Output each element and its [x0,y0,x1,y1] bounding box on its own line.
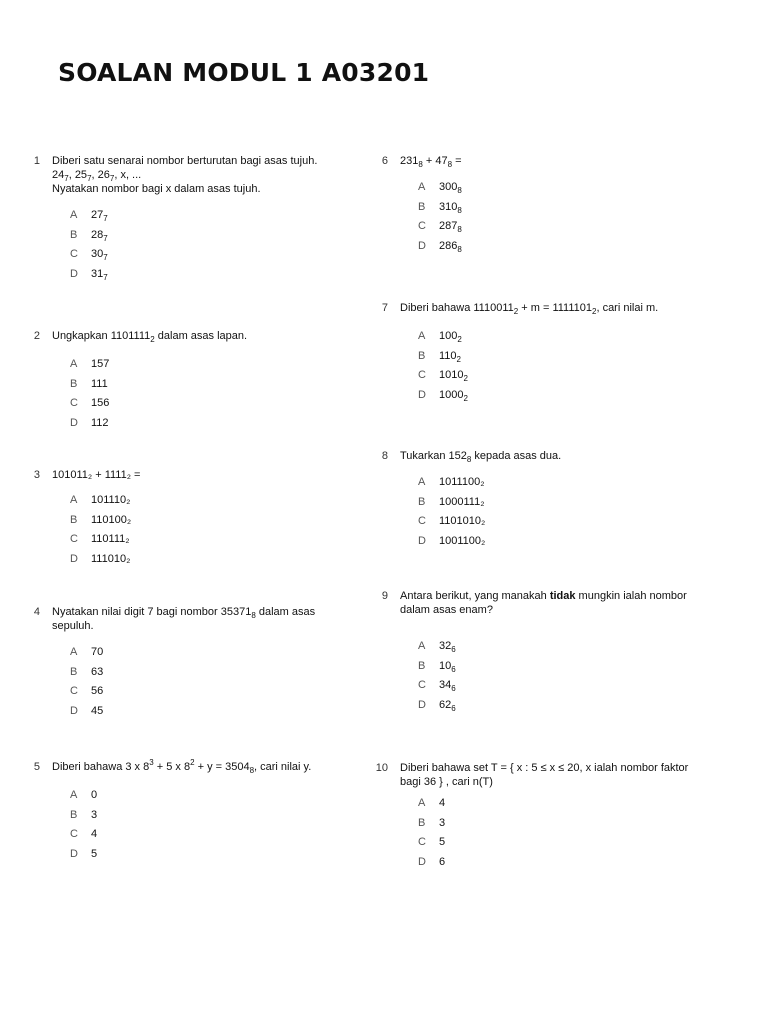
question-number: 2 [33,330,40,342]
text-run: 110 [439,349,457,362]
text-run: 3 [439,816,446,829]
option-value [91,704,103,718]
subscript: 7 [103,214,108,223]
question-text-line [400,775,690,789]
option-letter: D [418,239,426,252]
question-text-line [52,168,342,182]
question-text-line [52,760,342,774]
subscript: 8 [457,186,462,195]
question-text [52,329,342,343]
option-letter: B [70,377,78,390]
option-value [91,228,108,242]
text-run: 156 [91,397,110,409]
option-letter: A [418,476,426,488]
question-number: 6 [381,155,388,167]
option-letter: A [418,797,426,809]
subscript: 7 [103,272,108,282]
text-run: kepada asas dua. [471,450,562,462]
option-letter: C [70,685,78,697]
text-run: 110100₂ [91,513,132,526]
option-value [439,239,462,253]
option-letter: D [418,855,426,868]
text-run: 30 [91,248,104,260]
option-value [439,698,456,712]
text-run: 101011₂ + 1111₂ = [52,469,141,481]
text-run: Nyatakan nombor bagi x dalam asas tujuh. [52,183,261,195]
option-value [91,552,130,566]
subscript: 8 [251,611,256,620]
option-value [439,368,468,382]
text-run: + 47 [422,155,448,167]
text-run: 5 [91,847,98,860]
text-run: 101110₂ [91,494,131,506]
subscript: 8 [457,225,462,234]
question-number: 5 [33,761,40,773]
subscript: 6 [451,703,456,713]
option-value [439,349,461,363]
option-letter: D [70,847,78,860]
subscript: 7 [103,233,108,243]
text-run: Nyatakan nilai digit 7 bagi nombor 35371 [52,606,252,618]
text-run: 300 [439,181,458,193]
option-value [439,855,445,869]
question-text-line [400,449,690,463]
text-run: 1011100₂ [439,476,485,488]
option-letter: B [70,665,78,678]
text-run: 32 [439,640,452,652]
text-run: 6 [439,855,446,868]
option-value [91,208,108,222]
subscript: 7 [109,174,115,183]
option-letter: B [70,228,78,241]
option-value [91,665,103,679]
text-run: 70 [91,646,104,658]
question-text-line [400,603,690,617]
option-letter: C [418,515,426,527]
option-letter: D [418,388,426,401]
option-value [439,534,485,548]
option-letter: A [70,789,78,801]
text-run: 111010₂ [91,552,131,565]
subscript: 6 [451,684,456,693]
subscript: 2 [463,393,468,403]
option-value [91,684,103,698]
question-text-line [52,619,342,633]
text-run: , 26 [91,169,110,181]
subscript: 2 [150,335,155,344]
subscript: 2 [463,374,468,383]
text-run: 100 [439,330,458,342]
option-letter: A [70,358,78,370]
question-number: 8 [381,450,388,462]
text-run: dalam asas lapan. [154,330,248,342]
text-run: 1000111₂ [439,495,485,508]
option-letter: A [418,181,426,193]
subscript: 2 [592,307,597,316]
option-letter: B [418,200,426,213]
question-text [52,760,342,774]
option-letter: C [70,828,78,840]
option-letter: C [70,533,78,545]
text-run: mungkin ialah nombor [575,590,687,602]
option-value [91,377,108,391]
option-letter: C [418,369,426,381]
option-value [439,678,456,692]
text-run: 112 [91,416,109,429]
text-run: Tukarkan 152 [400,450,467,462]
text-run: 1101010₂ [439,515,486,527]
option-value [439,514,485,528]
option-value [439,219,462,233]
option-letter: B [70,808,78,821]
question-number: 9 [381,590,388,602]
text-run: 110111₂ [91,533,130,545]
option-value [91,808,97,822]
subscript: 8 [249,766,255,775]
text-run: dalam asas [255,606,316,618]
text-run: 10 [439,659,452,672]
option-letter: B [418,659,426,672]
option-letter: A [418,640,426,652]
text-run: + m = 1111101 [518,302,592,314]
text-run: 0 [91,789,98,801]
question-text [400,761,690,789]
subscript: 8 [418,160,423,169]
text-run: 28 [91,228,104,241]
text-run: 231 [400,155,419,167]
text-run: Antara berikut, yang manakah [400,590,550,602]
text-run: , x, ... [114,169,142,181]
subscript: 2 [513,307,519,316]
text-run: 56 [91,685,104,697]
text-run: 3 [91,808,98,821]
option-letter: D [70,552,78,565]
question-text-line [52,605,342,619]
option-letter: A [70,209,78,221]
question-text [400,301,690,315]
text-run: , 25 [68,169,88,181]
option-value [439,475,484,489]
text-run: Diberi satu senarai nombor berturutan bagi asas tujuh. [52,155,318,167]
text-run: + y = 3504 [194,761,250,773]
text-run: Diberi bahawa set T = { x : 5 ≤ x ≤ 20, x ialah nombor faktor [400,762,689,774]
question-text [400,449,690,463]
text-run: 63 [91,665,104,678]
option-value [439,816,445,830]
question-text-line [52,154,342,168]
subscript: 7 [103,253,108,262]
option-value [91,493,130,507]
text-run: , cari nilai y. [254,761,312,773]
superscript: 3 [149,758,154,767]
question-number: 7 [381,302,388,314]
page-title: SOALAN MODUL 1 A03201 [58,58,430,87]
option-letter: B [418,495,426,508]
option-letter: A [70,494,78,506]
option-value [91,416,109,430]
text-run: 5 [439,836,446,848]
question-text [52,605,342,633]
text-run: + 5 x 8 [153,761,191,773]
text-run: 45 [91,704,104,717]
question-text [52,468,342,482]
option-value [439,796,445,810]
option-value [91,788,97,802]
option-value [439,200,462,214]
text-run: 4 [439,797,446,809]
option-value [91,827,97,841]
text-run: dalam asas enam? [400,604,493,616]
subscript: 2 [456,354,461,364]
option-letter: B [70,513,78,526]
text-run: 1001100₂ [439,534,486,547]
question-text [400,154,690,168]
text-run: = [452,155,462,167]
question-number: 1 [33,155,40,167]
question-text-line [52,468,342,482]
option-value [91,645,103,659]
option-value [91,532,130,546]
subscript: 7 [64,174,69,183]
text-run: Ungkapkan 1101111 [52,330,151,342]
text-run: 27 [91,209,104,221]
text-run: Diberi bahawa 3 x 8 [52,761,150,773]
option-value [91,247,108,261]
option-value [91,513,131,527]
question-text [400,589,690,617]
text-run: sepuluh. [52,620,94,632]
option-value [439,329,462,343]
question-text-line [52,182,342,196]
option-value [439,639,456,653]
option-value [439,495,484,509]
question-text-line [400,761,690,775]
option-value [91,267,108,281]
text-run: Diberi bahawa 1110011 [400,302,514,314]
subscript: 8 [457,205,462,215]
superscript: 2 [190,758,195,767]
text-run: 287 [439,220,458,232]
text-run: 62 [439,698,452,711]
text-run: 286 [439,239,458,252]
text-run: 1010 [439,369,464,381]
subscript: 8 [457,244,462,254]
text-run: 34 [439,679,452,691]
question-text-line [400,301,690,315]
option-letter: D [418,534,426,547]
question-number: 10 [375,762,388,774]
option-value [91,396,109,410]
text-run: 111 [91,377,108,390]
text-run: 31 [91,267,104,280]
option-letter: D [70,416,78,429]
option-letter: C [418,836,426,848]
option-value [439,180,462,194]
question-text-line [400,154,690,168]
option-value [439,388,468,402]
subscript: 8 [447,160,453,169]
option-letter: C [70,248,78,260]
text-run: , cari nilai m. [596,302,659,314]
option-letter: C [70,397,78,409]
option-letter: B [418,349,426,362]
question-text [52,154,342,196]
question-text-line [52,329,342,343]
text-run: 4 [91,828,98,840]
option-letter: D [70,267,78,280]
option-letter: C [418,220,426,232]
subscript: 7 [87,174,92,183]
option-letter: C [418,679,426,691]
option-letter: D [418,698,426,711]
text-run: 157 [91,358,110,370]
subscript: 6 [451,664,456,674]
option-value [439,835,445,849]
text-run: 310 [439,200,458,213]
option-value [91,847,97,861]
option-letter: D [70,704,78,717]
question-number: 4 [33,606,40,618]
question-text-line [400,589,690,603]
subscript: 6 [451,645,456,654]
option-value [91,357,109,371]
option-value [439,659,456,673]
option-letter: A [70,646,78,658]
question-number: 3 [33,469,40,481]
text-run: 24 [52,169,65,181]
subscript: 2 [457,335,462,344]
text-run: 1000 [439,388,464,401]
subscript: 8 [466,455,472,464]
bold-text: tidak [549,590,576,602]
option-letter: A [418,330,426,342]
option-letter: B [418,816,426,829]
text-run: bagi 36 } , cari n(T) [400,776,493,788]
